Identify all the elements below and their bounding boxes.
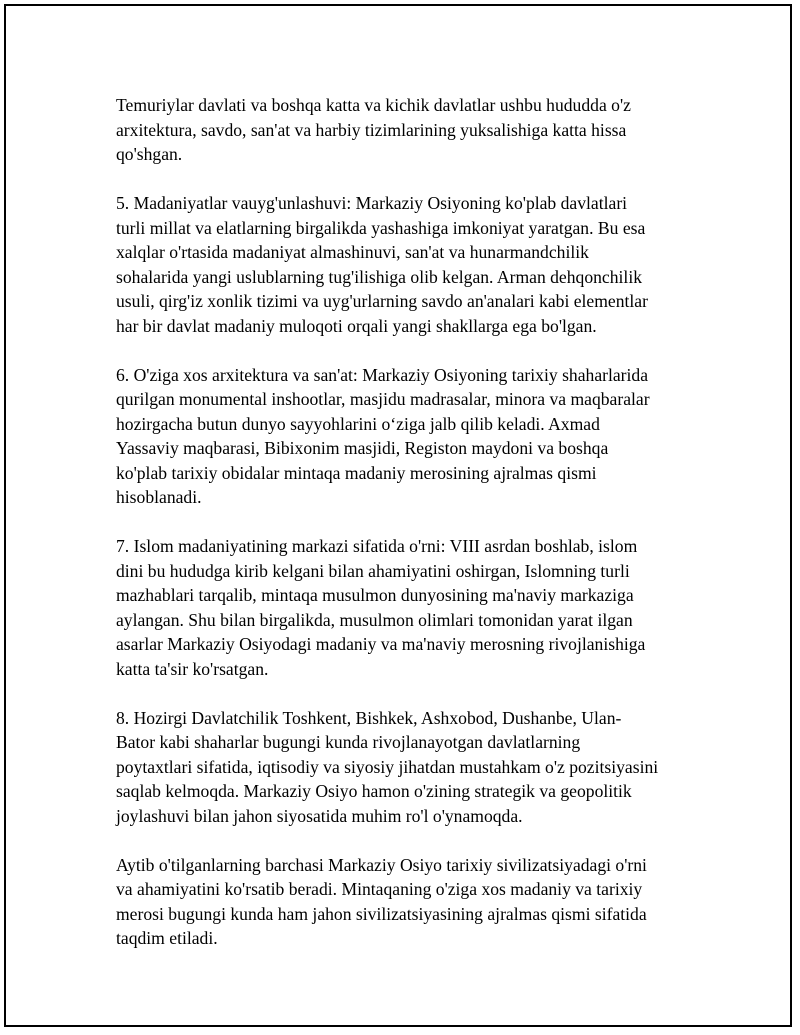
paragraph-item-6 [116,363,696,510]
text-line: Bator kabi shaharlar bugungi kunda rivojlanayotgan davlatlarning [116,732,581,752]
text-line: turli millat va elatlarning birgalikda yashashiga imkoniyat yaratgan. Bu esa [116,217,646,238]
text-line: asarlar Markaziy Osiyodagi madaniy va ma'naviy merosning rivojlanishiga [116,634,646,654]
text-line: saqlab kelmoqda. Markaziy Osiyo hamon o'zining strategik va geopolitik [116,781,632,801]
text-line: 6. O'ziga xos arxitektura va san'at: Markaziy Osiyoning tarixiy shaharlarida [116,364,649,385]
text-line: taqdim etiladi. [116,928,218,948]
text-line: sohalarida yangi uslublarning tug'ilishiga olib kelgan. Arman dehqonchilik [116,266,642,287]
text-line: merosi bugungi kunda ham jahon sivilizatsiyasining ajralmas qismi sifatida [116,903,647,924]
text-line: mazhablari tarqalib, mintaqa musulmon dunyosining ma'naviy markaziga [116,585,634,605]
text-line: va ahamiyatini ko'rsatib beradi. Mintaqaning o'ziga xos madaniy va tarixiy [116,879,643,899]
text-line: joylashuvi bilan jahon siyosatida muhim ro'l o'ynamoqda. [116,805,523,826]
paragraph-item-5 [116,191,696,338]
document-body [116,93,696,951]
paragraph-intro [116,93,696,167]
text-line: qo'shgan. [116,144,183,164]
paragraph-item-7 [116,534,696,681]
text-line: arxitektura, savdo, san'at va harbiy tizimlarining yuksalishiga katta hissa [116,119,627,140]
text-line: Yassaviy maqbarasi, Bibixonim masjidi, Registon maydoni va boshqa [116,438,609,458]
text-line: katta ta'sir ko'rsatgan. [116,658,269,679]
text-line: 8. Hozirgi Davlatchilik Toshkent, Bishkek, Ashxobod, Dushanbe, Ulan- [116,707,622,728]
text-line: xalqlar o'rtasida madaniyat almashinuvi, san'at va hunarmandchilik [116,242,589,262]
text-line: qurilgan monumental inshootlar, masjidu madrasalar, minora va maqbaralar [116,389,650,409]
text-line: 5. Madaniyatlar vauyg'unlashuvi: Markaziy Osiyoning ko'plab davlatlari [116,193,628,213]
text-line: aylangan. Shu bilan birgalikda, musulmon olimlari tomonidan yarat ilgan [116,609,633,630]
text-line: ko'plab tarixiy obidalar mintaqa madaniy merosining ajralmas qismi [116,462,597,483]
text-line: dini bu hududga kirib kelgani bilan ahamiyatini oshirgan, Islomning turli [116,560,630,581]
paragraph-item-8 [116,706,696,829]
text-line: poytaxtlari sifatida, iqtisodiy va siyosiy jihatdan mustahkam o'z pozitsiyasini [116,756,659,777]
paragraph-conclusion [116,853,696,951]
text-line: usuli, qirg'iz xonlik tizimi va uyg'urlarning savdo an'analari kabi elementlar [116,291,648,311]
text-line: hisoblanadi. [116,487,202,507]
text-line: 7. Islom madaniyatining markazi sifatida o'rni: VIII asrdan boshlab, islom [116,536,638,556]
text-line: Aytib o'tilganlarning barchasi Markaziy Osiyo tarixiy sivilizatsiyadagi o'rni [116,854,647,875]
text-line: Temuriylar davlati va boshqa katta va kichik davlatlar ushbu hududda o'z [116,95,631,115]
text-line: har bir davlat madaniy muloqoti orqali yangi shakllarga ega bo'lgan. [116,315,597,336]
text-line: hozirgacha butun dunyo sayyohlarini o‘ziga jalb qilib keladi. Axmad [116,413,600,434]
